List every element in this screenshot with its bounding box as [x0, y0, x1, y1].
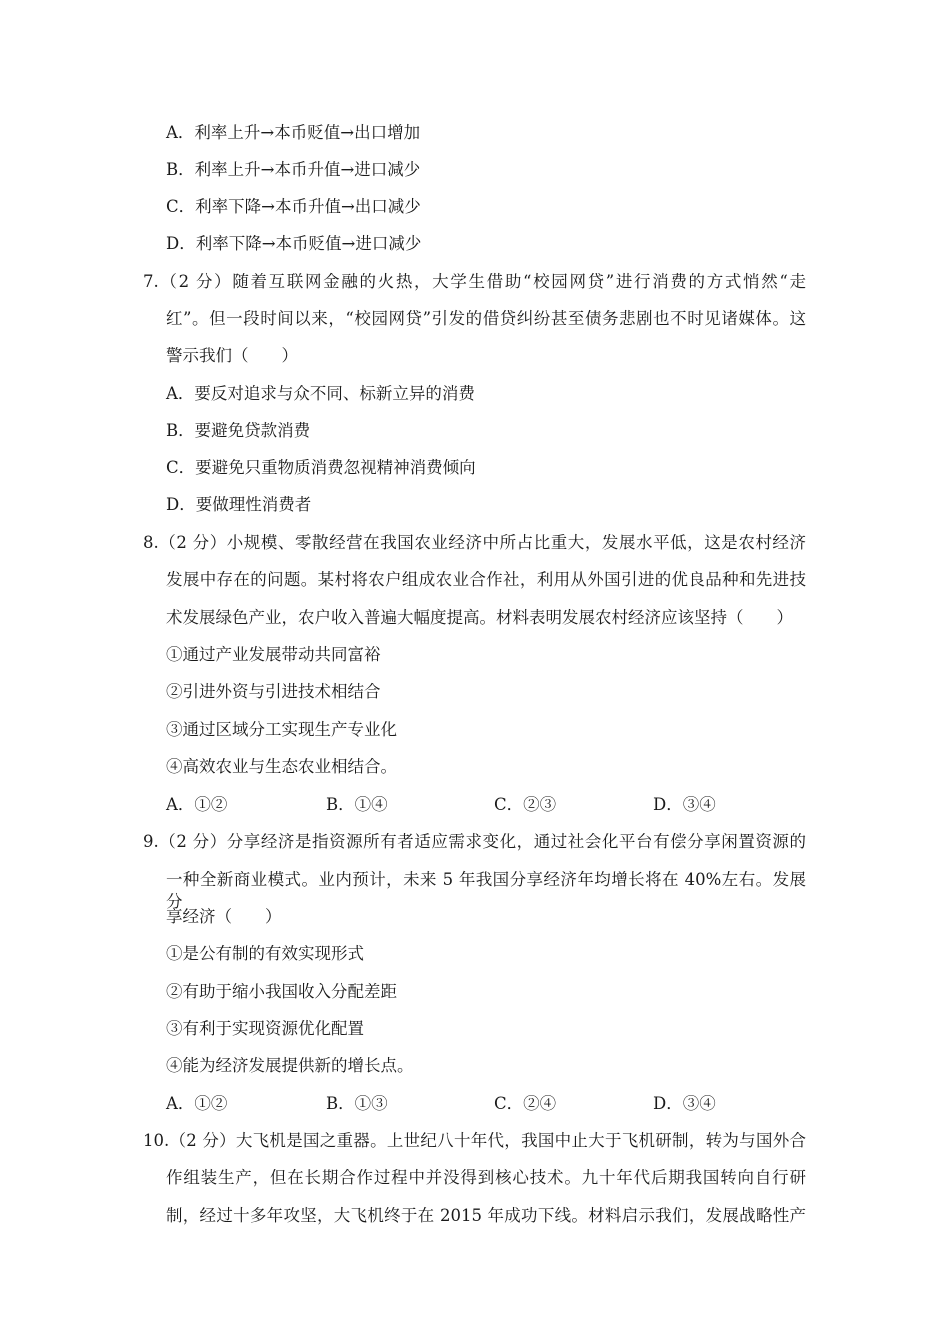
- q8-choice-c: C．②③: [494, 795, 557, 814]
- q8-stem-line-3: 术发展绿色产业，农户收入普遍大幅度提高。材料表明发展农村经济应该坚持（ ）: [166, 608, 793, 627]
- q8-statement-4: ④高效农业与生态农业相结合。: [166, 757, 397, 776]
- q10-stem-line-2: 作组装生产，但在长期合作过程中并没得到核心技术。九十年代后期我国转向自行研: [166, 1168, 806, 1187]
- q8-statement-2: ②引进外资与引进技术相结合: [166, 682, 381, 701]
- q6-option-b: B．利率上升→本币升值→进口减少: [166, 160, 421, 179]
- q10-stem-line-3: 制，经过十多年攻坚，大飞机终于在 2015 年成功下线。材料启示我们，发展战略性产: [166, 1206, 806, 1225]
- q9-statement-3: ③有利于实现资源优化配置: [166, 1019, 364, 1038]
- q8-statement-3: ③通过区域分工实现生产专业化: [166, 720, 397, 739]
- q7-stem-line-1: 7.（2 分）随着互联网金融的火热，大学生借助“校园网贷”进行消费的方式悄然“走: [143, 272, 806, 291]
- q8-stem-line-2: 发展中存在的问题。某村将农户组成农业合作社，利用从外国引进的优良品种和先进技: [166, 570, 806, 589]
- q9-stem-line-3: 享经济（ ）: [166, 907, 282, 926]
- q9-statement-4: ④能为经济发展提供新的增长点。: [166, 1056, 414, 1075]
- q7-option-a: A．要反对追求与众不同、标新立异的消费: [166, 384, 475, 403]
- q9-statement-2: ②有助于缩小我国收入分配差距: [166, 982, 397, 1001]
- q9-choice-a: A．①②: [166, 1094, 228, 1113]
- q7-option-d: D．要做理性消费者: [166, 495, 312, 514]
- q7-stem-line-2: 红”。但一段时间以来，“校园网贷”引发的借贷纠纷甚至债务悲剧也不时见诸媒体。这: [166, 309, 806, 328]
- q7-stem-line-3: 警示我们（ ）: [166, 346, 298, 365]
- q9-choice-b: B．①③: [326, 1094, 388, 1113]
- q8-choice-b: B．①④: [326, 795, 388, 814]
- q8-choice-a: A．①②: [166, 795, 228, 814]
- q10-stem-line-1: 10.（2 分）大飞机是国之重器。上世纪八十年代，我国中止大于飞机研制，转为与国外合: [143, 1131, 806, 1150]
- q9-statement-1: ①是公有制的有效实现形式: [166, 944, 364, 963]
- q8-choice-d: D．③④: [653, 795, 716, 814]
- q9-choice-c: C．②④: [494, 1094, 557, 1113]
- q7-option-b: B．要避免贷款消费: [166, 421, 311, 440]
- q6-option-c: C．利率下降→本币升值→出口减少: [166, 197, 421, 216]
- q8-stem-line-1: 8.（2 分）小规模、零散经营在我国农业经济中所占比重大，发展水平低，这是农村经济: [143, 533, 806, 552]
- q8-statement-1: ①通过产业发展带动共同富裕: [166, 645, 381, 664]
- q6-option-a: A．利率上升→本币贬值→出口增加: [166, 123, 421, 142]
- q9-choice-d: D．③④: [653, 1094, 716, 1113]
- q9-stem-line-2: 一种全新商业模式。业内预计，未来 5 年我国分享经济年均增长将在 40%左右。发展分: [166, 870, 806, 911]
- q6-option-d: D．利率下降→本币贬值→进口减少: [166, 234, 422, 253]
- q7-option-c: C．要避免只重物质消费忽视精神消费倾向: [166, 458, 476, 477]
- q9-stem-line-1: 9.（2 分）分享经济是指资源所有者适应需求变化，通过社会化平台有偿分享闲置资源的: [143, 832, 806, 851]
